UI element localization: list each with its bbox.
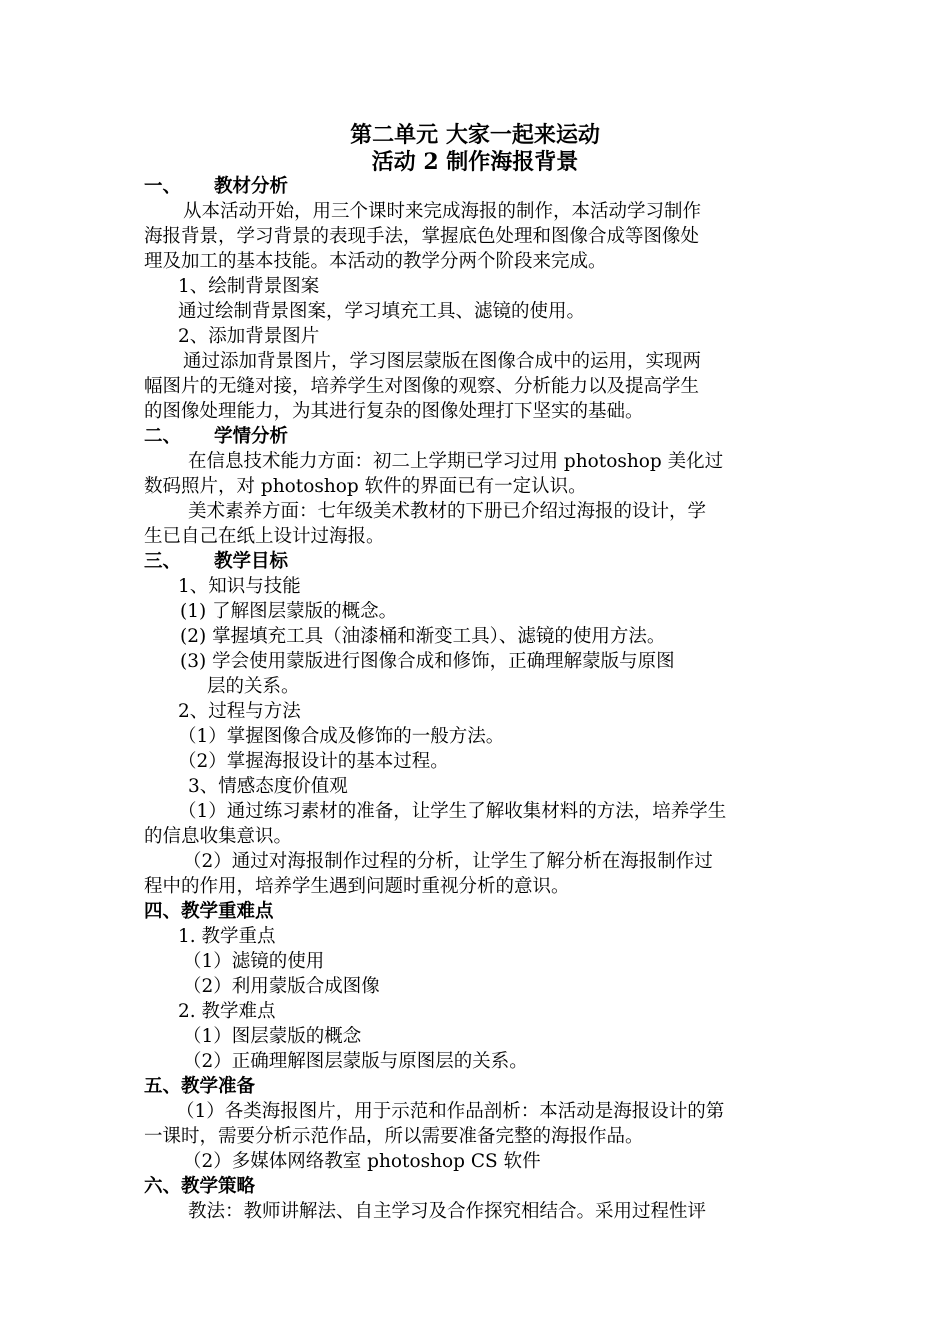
section-heading-6: 六、教学策略 bbox=[144, 1176, 256, 1197]
paragraph-line: 通过绘制背景图案，学习填充工具、滤镜的使用。 bbox=[178, 301, 586, 322]
list-item: （1）图层蒙版的概念 bbox=[183, 1026, 362, 1047]
paragraph-line: 从本活动开始，用三个课时来完成海报的制作，本活动学习制作 bbox=[183, 201, 702, 222]
section-number: 二、 bbox=[144, 426, 182, 447]
unit-title: 第二单元 大家一起来运动 bbox=[350, 122, 600, 148]
subheading: 2、添加背景图片 bbox=[178, 326, 320, 347]
list-item: （1）掌握图像合成及修饰的一般方法。 bbox=[178, 726, 505, 747]
paragraph-line: 一课时，需要分析示范作品，所以需要准备完整的海报作品。 bbox=[144, 1126, 644, 1147]
paragraph-line: 理及加工的基本技能。本活动的教学分两个阶段来完成。 bbox=[144, 251, 607, 272]
subheading: 1、知识与技能 bbox=[178, 576, 301, 597]
list-item: （2）正确理解图层蒙版与原图层的关系。 bbox=[183, 1051, 528, 1072]
paragraph-line: （2）通过对海报制作过程的分析，让学生了解分析在海报制作过 bbox=[183, 851, 713, 872]
paragraph-line: 幅图片的无缝对接，培养学生对图像的观察、分析能力以及提高学生 bbox=[144, 376, 700, 397]
paragraph-line: 程中的作用，培养学生遇到问题时重视分析的意识。 bbox=[144, 876, 570, 897]
paragraph-line: 美术素养方面：七年级美术教材的下册已介绍过海报的设计，学 bbox=[188, 501, 707, 522]
section-title: 教材分析 bbox=[214, 176, 289, 197]
section-heading-1 bbox=[144, 175, 288, 199]
section-heading-2 bbox=[144, 425, 288, 449]
list-item-continuation: 层的关系。 bbox=[207, 676, 300, 697]
subheading: 2. 教学难点 bbox=[178, 1001, 276, 1022]
section-title: 教学目标 bbox=[214, 551, 289, 572]
section-heading-5: 五、教学准备 bbox=[144, 1076, 256, 1097]
paragraph-line: 数码照片，对 photoshop 软件的界面已有一定认识。 bbox=[144, 476, 587, 497]
paragraph-line: 通过添加背景图片，学习图层蒙版在图像合成中的运用，实现两 bbox=[183, 351, 702, 372]
section-heading-4: 四、教学重难点 bbox=[144, 901, 274, 922]
paragraph-line: 海报背景，学习背景的表现手法，掌握底色处理和图像合成等图像处 bbox=[144, 226, 700, 247]
paragraph-line: （2）多媒体网络教室 photoshop CS 软件 bbox=[183, 1151, 541, 1172]
section-number: 三、 bbox=[144, 551, 182, 572]
list-item: (2) 掌握填充工具（油漆桶和渐变工具）、滤镜的使用方法。 bbox=[180, 626, 666, 647]
subheading: 1、绘制背景图案 bbox=[178, 276, 320, 297]
paragraph-line: （1）各类海报图片，用于示范和作品剖析：本活动是海报设计的第 bbox=[176, 1101, 725, 1122]
section-heading-3 bbox=[144, 550, 288, 574]
subheading: 2、过程与方法 bbox=[178, 701, 301, 722]
paragraph-line: 在信息技术能力方面：初二上学期已学习过用 photoshop 美化过 bbox=[188, 451, 724, 472]
list-item: （1）滤镜的使用 bbox=[183, 951, 325, 972]
paragraph-line: （1）通过练习素材的准备，让学生了解收集材料的方法，培养学生 bbox=[178, 801, 727, 822]
list-item: (3) 学会使用蒙版进行图像合成和修饰，正确理解蒙版与原图 bbox=[180, 651, 675, 672]
section-number: 一、 bbox=[144, 176, 182, 197]
activity-title: 活动 2 制作海报背景 bbox=[371, 149, 579, 175]
list-item: （2）掌握海报设计的基本过程。 bbox=[178, 751, 449, 772]
subheading: 1. 教学重点 bbox=[178, 926, 276, 947]
paragraph-line: 生已自己在纸上设计过海报。 bbox=[144, 526, 385, 547]
paragraph-line: 的信息收集意识。 bbox=[144, 826, 293, 847]
list-item: （2）利用蒙版合成图像 bbox=[183, 976, 380, 997]
paragraph-line: 的图像处理能力，为其进行复杂的图像处理打下坚实的基础。 bbox=[144, 401, 644, 422]
section-title: 学情分析 bbox=[214, 426, 289, 447]
subheading: 3、情感态度价值观 bbox=[188, 776, 348, 797]
paragraph-line: 教法：教师讲解法、自主学习及合作探究相结合。采用过程性评 bbox=[188, 1201, 707, 1222]
list-item: (1) 了解图层蒙版的概念。 bbox=[180, 601, 398, 622]
